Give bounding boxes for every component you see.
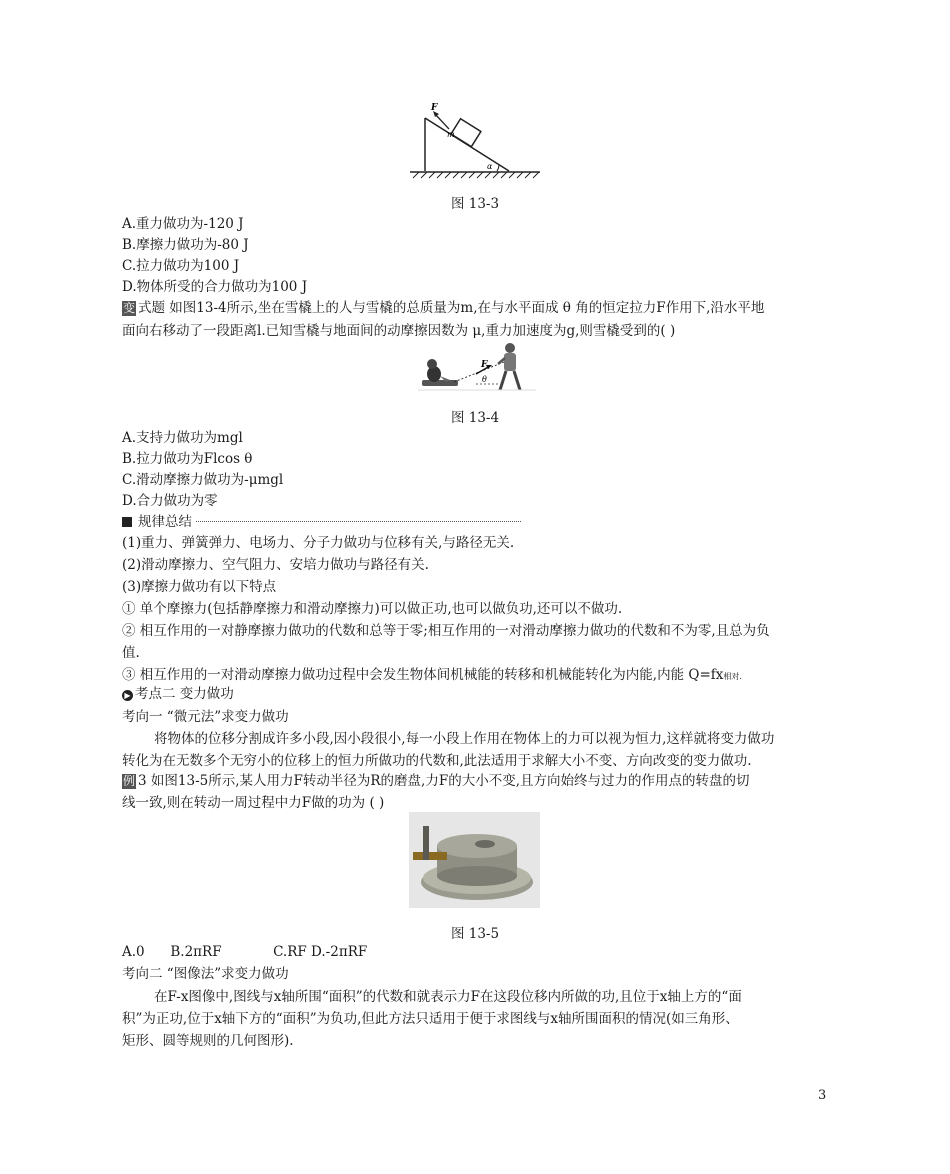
summary-line-1: (1)重力、弹簧弹力、电场力、分子力做功与位移有关,与路径无关. [122,535,515,551]
figure-13-4-caption: 图 13-4 [450,410,500,426]
figure-13-4 [418,340,536,396]
figure-13-3 [405,98,545,184]
summary-line-2: (2)滑动摩擦力、空气阻力、安培力做功与路径有关. [122,557,429,573]
label-theta: θ [482,375,487,384]
direction-2-line2: 积”为正功,位于x轴下方的“面积”为负功,但此方法只适用于便于求图线与x轴所围面积的情况(如三角形、 [122,1011,739,1027]
figure-13-3-caption: 图 13-3 [450,196,500,212]
summary-line-4: ① 单个摩擦力(包括静摩擦力和滑动摩擦力)可以做正功,也可以做负功,还可以不做功. [122,601,623,617]
figure-13-5-caption: 图 13-5 [450,926,500,942]
section-2-heading [122,684,234,704]
direction-1-line2: 转化为在无数多个无穷小的位移上的恒力所做功的代数和,此法适用于求解大小不变、方向改变的变力做功. [122,753,752,769]
option-b-2: B.拉力做功为Flcos θ [122,451,253,467]
example-3-line2: 线一致,则在转动一周过程中力F做的功为 ( ) [122,795,385,811]
direction-2-line1: 在F-x图像中,图线与x轴所围“面积”的代数和就表示力F在这段位移内所做的功,且位于x轴上方的“面 [154,989,742,1005]
option-c-1: C.拉力做功为100 J [122,258,240,274]
option-b-1: B.摩擦力做功为-80 J [122,237,249,253]
variant-question-line2: 面向右移动了一段距离l.已知雪橇与地面间的动摩擦因数为 μ,重力加速度为g,则雪橇受到的( ) [122,323,676,339]
summary-line-3: (3)摩擦力做功有以下特点 [122,579,277,595]
options-3: A.0 B.2πRF C.RF D.-2πRF [122,944,368,960]
section-2-title: 考点二 变力做功 [135,686,234,702]
direction-1-line1: 将物体的位移分割成许多小段,因小段很小,每一小段上作用在物体上的力可以视为恒力,这样就将变力做功 [154,731,775,747]
summary-heading [122,512,521,532]
option-a-1: A.重力做功为-120 J [122,216,244,232]
square-bullet-icon [122,517,132,527]
subscript-relative: 相对. [723,672,742,681]
figure-13-5-millstone-image [409,812,540,908]
variant-question-line1: 变 式题 如图13-4所示,坐在雪橇上的人与雪橇的总质量为m,在与水平面成 θ 角的恒定拉力F作用下,沿水平地 [123,300,765,316]
summary-line-7: ③ 相互作用的一对滑动摩擦力做功过程中会发生物体间机械能的转移和机械能转化为内能,内能 Q=fx相对. [122,667,742,683]
label-alpha: α [487,162,493,171]
direction-2-line3: 矩形、圆等规则的几何图形). [122,1033,294,1049]
summary-line-6: 值. [122,645,140,661]
option-d-2: D.合力做功为零 [122,493,218,509]
label-F: F [431,103,438,113]
page-number: 3 [818,1088,827,1103]
option-a-2: A.支持力做功为mgl [122,430,243,446]
label-m: m [447,130,455,139]
summary-title: 规律总结 [138,514,192,530]
label-F-4: F [481,360,488,370]
example-3-line1: 例 3 如图13-5所示,某人用力F转动半径为R的磨盘,力F的大小不变,且方向始终与过力的作用点的转盘的切 [123,773,750,789]
option-d-1: D.物体所受的合力做功为100 J [122,279,308,295]
summary-line-5: ② 相互作用的一对静摩擦力做功的代数和总等于零;相互作用的一对滑动摩擦力做功的代数和不为零,且总为负 [122,623,770,639]
direction-1-title: 考向一 “微元法”求变力做功 [122,709,289,725]
example-mark: 例 [123,774,136,788]
direction-2-title: 考向二 “图像法”求变力做功 [122,966,289,982]
option-c-2: C.滑动摩擦力做功为-μmgl [122,472,284,488]
play-marker-icon: ▶ [122,690,133,701]
variant-mark: 变 [123,301,136,315]
dotted-leader [196,521,521,522]
